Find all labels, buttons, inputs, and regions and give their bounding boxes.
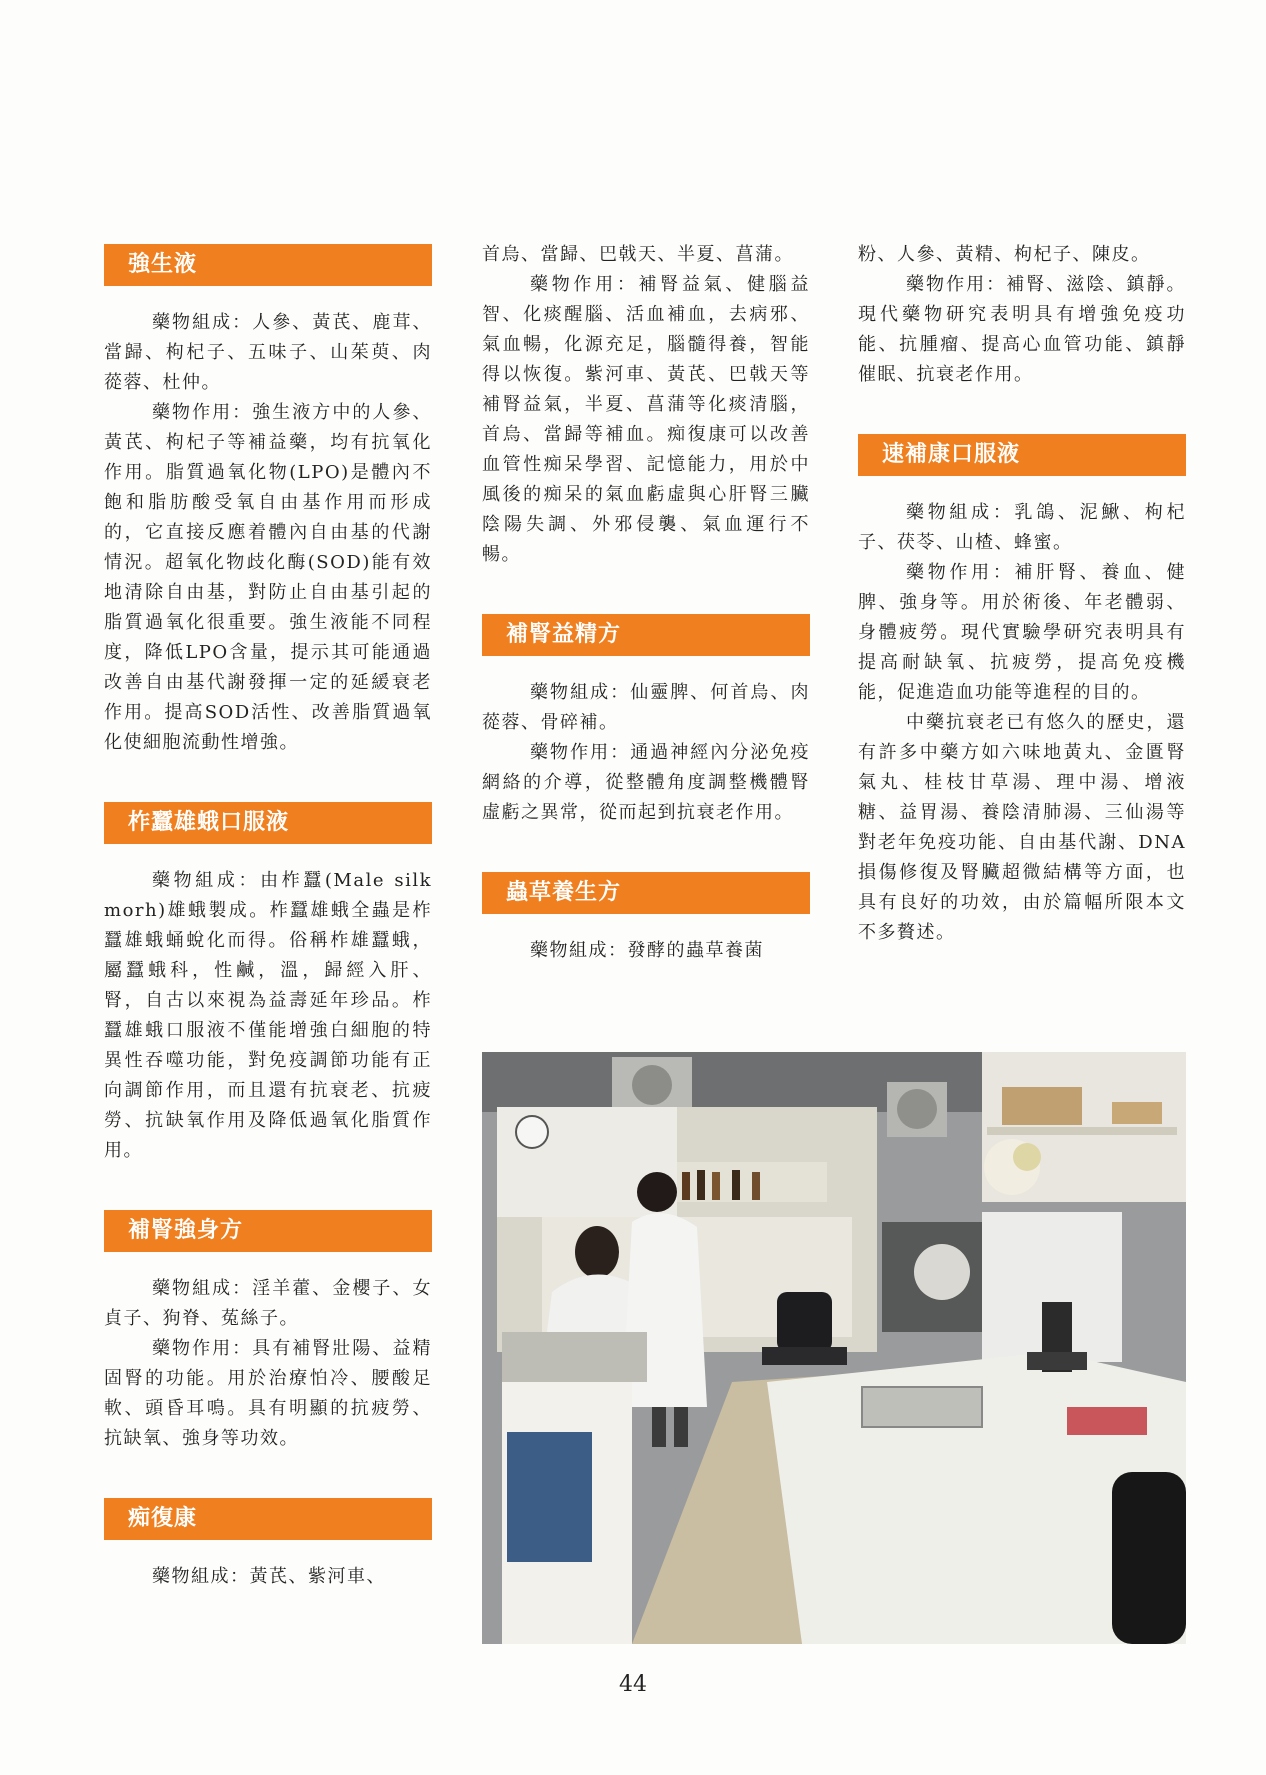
paragraph: 藥物組成：發酵的蟲草養菌 xyxy=(530,940,764,961)
section-heading: 補腎益精方 xyxy=(482,614,810,656)
paragraph: 藥物組成：由柞蠶(Male silk morh)雄蛾製成。柞蠶雄蛾全蟲是柞蠶雄蛾蛹蛻化而得。俗稱柞雄蠶蛾，屬蠶蛾科，性鹹，溫，歸經入肝、腎，自古以來視為益壽延年珍品。柞蠶雄蛾口服液不僅能增強白細胞的特異性吞噬功能，對免疫調節功能有正向調節作用，而且還有抗衰老、抗疲勞、抗缺氧作用及降低過氧化脂質作用。 xyxy=(104,870,432,1161)
paragraph: 藥物組成：黃芪、紫河車、 xyxy=(152,1566,386,1587)
page-number: 44 xyxy=(619,1672,647,1697)
section-heading: 痴復康 xyxy=(104,1498,432,1540)
laboratory-photo xyxy=(482,1052,1186,1644)
paragraph: 藥物作用：補肝腎、養血、健脾、強身等。用於術後、年老體弱、身體疲勞。現代實驗學研究表明具有提高耐缺氧、抗疲勞，提高免疫機能，促進造血功能等進程的目的。 xyxy=(858,562,1186,703)
section-heading: 速補康口服液 xyxy=(858,434,1186,476)
paragraph: 藥物作用：具有補腎壯陽、益精固腎的功能。用於治療怕冷、腰酸足軟、頭昏耳鳴。具有明顯的抗疲勞、抗缺氧、強身等功效。 xyxy=(104,1338,432,1449)
section-heading: 蟲草養生方 xyxy=(482,872,810,914)
paragraph: 中藥抗衰老已有悠久的歷史，還有許多中藥方如六味地黃丸、金匱腎氣丸、桂枝甘草湯、理中湯、增液糖、益胃湯、養陰清肺湯、三仙湯等對老年免疫功能、自由基代謝、DNA損傷修復及腎臟超微結構等方面，也具有良好的功效，由於篇幅所限本文不多贅述。 xyxy=(858,712,1186,943)
laboratory-photo-illustration xyxy=(482,1052,1186,1644)
section-heading: 柞蠶雄蛾口服液 xyxy=(104,802,432,844)
paragraph: 粉、人參、黃精、枸杞子、陳皮。 xyxy=(858,244,1151,265)
paragraph: 藥物作用：補腎益氣、健腦益智、化痰醒腦、活血補血，去病邪、氣血暢，化源充足，腦髓得養，智能得以恢復。紫河車、黃芪、巴戟天等補腎益氣，半夏、菖蒲等化痰清腦，首烏、當歸等補血。痴復康可以改善血管性痴呆學習、記憶能力，用於中風後的痴呆的氣血虧虛與心肝腎三臟陰陽失調、外邪侵襲、氣血運行不暢。 xyxy=(482,274,810,565)
paragraph: 藥物作用：通過神經內分泌免疫網絡的介導，從整體角度調整機體腎虛虧之異常，從而起到抗衰老作用。 xyxy=(482,742,810,823)
column-1 xyxy=(104,244,432,1592)
paragraph: 藥物組成：仙靈脾、何首烏、肉蓯蓉、骨碎補。 xyxy=(482,682,810,733)
paragraph: 藥物組成：人參、黃芪、鹿茸、當歸、枸杞子、五味子、山茱萸、肉蓯蓉、杜仲。 xyxy=(104,312,432,393)
paragraph: 藥物作用：補腎、滋陰、鎮靜。現代藥物研究表明具有增強免疫功能、抗腫瘤、提高心血管功能、鎮靜催眠、抗衰老作用。 xyxy=(858,274,1186,385)
section-heading: 強生液 xyxy=(104,244,432,286)
paragraph: 藥物作用：強生液方中的人參、黃芪、枸杞子等補益藥，均有抗氧化作用。脂質過氧化物(LPO)是體內不飽和脂肪酸受氧自由基作用而形成的，它直接反應着體內自由基的代謝情況。超氧化物歧化酶(SOD)能有效地清除自由基，對防止自由基引起的脂質過氧化很重要。強生液能不同程度，降低LPO含量，提示其可能通過改善自由基代謝發揮一定的延緩衰老作用。提高SOD活性、改善脂質過氧化使細胞流動性增強。 xyxy=(104,402,432,753)
paragraph: 藥物組成：淫羊藿、金櫻子、女貞子、狗脊、菟絲子。 xyxy=(104,1278,432,1329)
column-2 xyxy=(482,240,810,966)
paragraph: 首烏、當歸、巴戟天、半夏、菖蒲。 xyxy=(482,244,794,265)
section-heading: 補腎強身方 xyxy=(104,1210,432,1252)
column-3 xyxy=(858,240,1186,948)
paragraph: 藥物組成：乳鴿、泥鰍、枸杞子、茯苓、山楂、蜂蜜。 xyxy=(858,502,1186,553)
